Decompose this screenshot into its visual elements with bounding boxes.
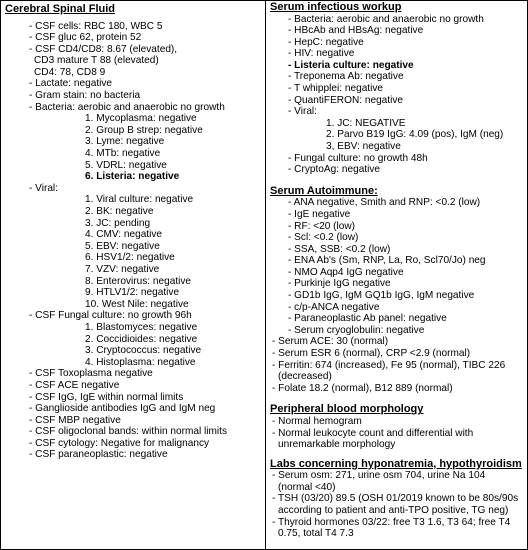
section-title: Serum Autoimmune:: [270, 184, 378, 197]
csf-line: 4. MTb: negative: [85, 148, 161, 160]
csf-column: [1, 1, 266, 549]
section-line: - NMO Aqp4 IgG negative: [288, 266, 404, 278]
section-title: Serum infectious workup: [270, 1, 402, 13]
csf-line: 2. BK: negative: [85, 206, 154, 217]
section-line: - c/p-ANCA negative: [288, 301, 380, 313]
section-line: - RF: <20 (low): [288, 220, 356, 232]
section-title: Labs concerning hyponatremia, hypothyroidism: [270, 457, 522, 470]
section-line: - Treponema Ab: negative: [288, 71, 404, 83]
section-line: - Folate 18.2 (normal), B12 889 (normal): [272, 382, 453, 394]
csf-line: - CSF cells: RBC 180, WBC 5: [29, 20, 163, 32]
csf-line: 10. West Nile: negative: [85, 298, 189, 310]
section-line: - Scl: <0.2 (low): [288, 232, 359, 244]
csf-line: 8. Enterovirus: negative: [85, 275, 192, 287]
spacer: [266, 394, 527, 403]
csf-line: 6. Listeria: negative: [85, 171, 180, 183]
csf-line: 5. EBV: negative: [85, 240, 160, 252]
csf-line: - CSF oligoclonal bands: within normal limits: [29, 426, 228, 438]
csf-line: - CSF CD4/CD8: 8.67 (elevated),: [29, 43, 178, 55]
csf-line: - CSF Fungal culture: no growth 96h: [29, 310, 192, 322]
csf-line: 9. HTLV1/2: negative: [85, 287, 180, 299]
section-line: - Paraneoplastic Ab panel: negative: [288, 313, 447, 325]
csf-line: 4. Histoplasma: negative: [85, 356, 196, 368]
csf-line: - Viral:: [29, 182, 58, 194]
csf-line: - CSF gluc 62, protein 52: [29, 32, 142, 44]
section-line: according to patient and anti-TPO positive, TG neg): [278, 504, 509, 516]
csf-line: 2. Group B strep: negative: [85, 124, 203, 136]
csf-line: - CSF cytology: Negative for malignancy: [29, 437, 210, 449]
csf-line: 3. JC: pending: [85, 217, 151, 229]
section-line: - TSH (03/20) 89.5 (OSH 01/2019 known to be 80s/90s: [272, 493, 519, 505]
csf-line: - Ganglioside antibodies IgG and IgM neg: [29, 403, 216, 415]
csf-lines: [1, 21, 265, 462]
csf-line: - CSF MBP negative: [29, 414, 121, 426]
section-title: Peripheral blood morphology: [270, 403, 424, 416]
section-line: 3, EBV: negative: [326, 141, 401, 153]
section-line: (decreased): [278, 371, 332, 383]
csf-line: 2. Coccidioides: negative: [85, 333, 198, 345]
csf-line: - CSF paraneoplastic: negative: [29, 449, 168, 461]
section-line: - Normal leukocyte count and differential with: [272, 427, 474, 439]
section-line: - HIV: negative: [288, 48, 355, 60]
csf-line: 1. Viral culture: negative: [85, 194, 194, 206]
csf-line: - Bacteria: aerobic and anaerobic no growth: [29, 101, 225, 113]
section-line: (normal <40): [278, 481, 336, 493]
section-line: - Purkinje IgG negative: [288, 278, 391, 290]
csf-line: 6. HSV1/2: negative: [85, 252, 175, 264]
section-line: - Fungal culture: no growth 48h: [288, 152, 428, 164]
section-line: - Thyroid hormones 03/22: free T3 1.6, T3 64; free T4: [272, 516, 511, 528]
csf-section-title: Cerebral Spinal Fluid: [5, 3, 116, 15]
csf-line: 3. Cryptococcus: negative: [85, 345, 202, 357]
section-line: unremarkable morphology: [278, 439, 396, 451]
section-line: - SSA, SSB: <0.2 (low): [288, 243, 391, 255]
section-line: 2. Parvo B19 IgG: 4.09 (pos), IgM (neg): [326, 129, 504, 141]
section-line: - Listeria culture: negative: [288, 59, 414, 71]
csf-line: 5. VDRL: negative: [85, 159, 167, 171]
section-line: - HBcAb and HBsAg: negative: [288, 25, 424, 37]
section-line: - ANA negative, Smith and RNP: <0.2 (low): [288, 197, 481, 209]
section-line: - T whipplei: negative: [288, 83, 384, 95]
section-line: - Bacteria: aerobic and anaerobic no growth: [288, 13, 484, 25]
csf-line: 7. VZV: negative: [85, 263, 160, 275]
section-line: - Serum osm: 271, urine osm 704, urine Na 104: [272, 470, 486, 482]
spacer: [266, 176, 527, 185]
section-line: - Serum cryoglobulin: negative: [288, 324, 425, 336]
section-line: 0.75, total T4 7.3: [278, 528, 354, 540]
csf-line: 4. CMV: negative: [85, 229, 163, 241]
section-line: - IgE negative: [288, 208, 351, 220]
csf-line: - CSF Toxoplasma negative: [29, 368, 153, 380]
csf-line: - Lactate: negative: [29, 78, 113, 90]
csf-line: 3. Lyme: negative: [85, 136, 165, 148]
section-line: 1. JC: NEGATIVE: [326, 117, 406, 129]
section-line: - HepC: negative: [288, 36, 364, 48]
csf-line: 1. Blastomyces: negative: [85, 321, 198, 333]
serum-sections: [266, 1, 527, 540]
section-line: - Normal hemogram: [272, 415, 362, 427]
section-line: - Viral:: [288, 106, 317, 118]
csf-line: 1. Mycoplasma: negative: [85, 113, 197, 125]
section-line: - GD1b IgG, IgM GQ1b IgG, IgM negative: [288, 290, 475, 302]
csf-line: CD3 mature T 88 (elevated): [34, 55, 159, 67]
spacer: [266, 451, 527, 458]
section-line: - QuantiFERON: negative: [288, 94, 404, 106]
section-line: - CryptoAg: negative: [288, 164, 381, 176]
section-line: - Serum ESR 6 (normal), CRP <2.9 (normal): [272, 348, 471, 360]
csf-line: - Gram stain: no bacteria: [29, 90, 141, 102]
serum-column: [266, 1, 527, 549]
section-line: - Serum ACE: 30 (normal): [272, 336, 389, 348]
csf-line: CD4: 78, CD8 9: [34, 66, 106, 78]
section-line: - ENA Ab's (Sm, RNP, La, Ro, Scl70/Jo) neg: [288, 255, 486, 267]
csf-line: - CSF IgG, IgE within normal limits: [29, 391, 184, 403]
section-line: - Ferritin: 674 (increased), Fe 95 (normal), TIBC 226: [272, 359, 506, 371]
csf-line: - CSF ACE negative: [29, 379, 120, 391]
